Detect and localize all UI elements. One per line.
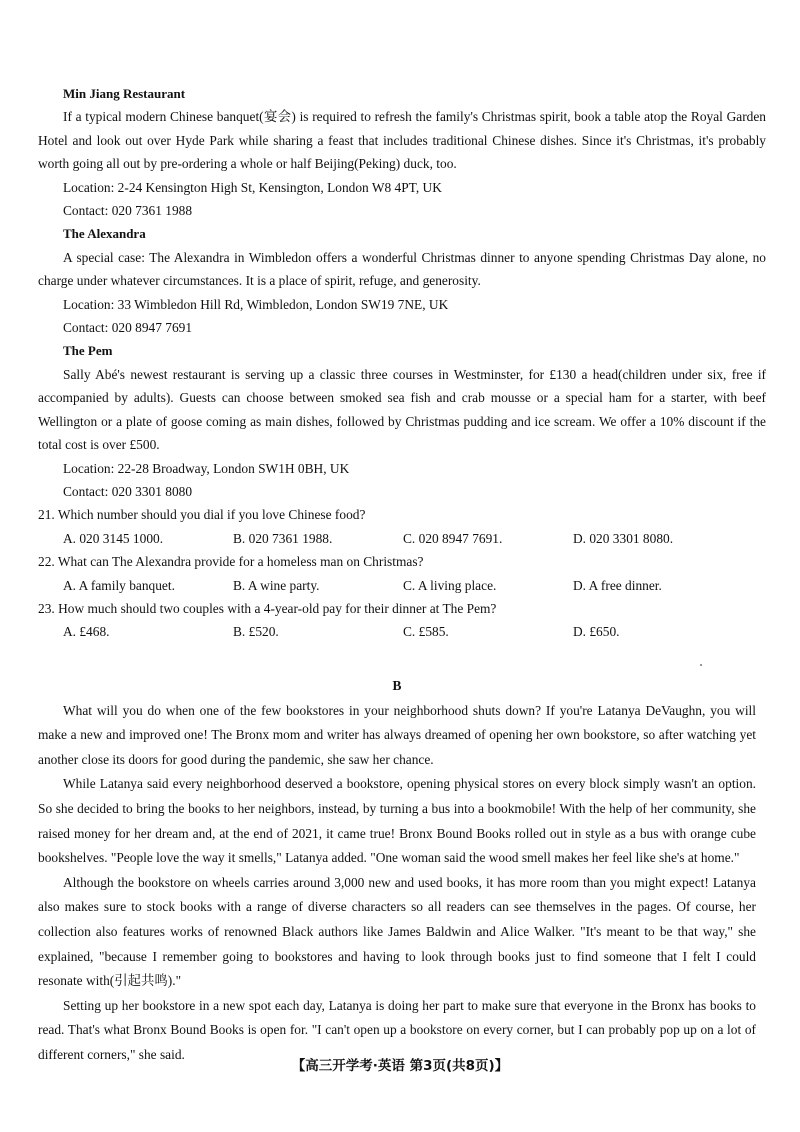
- restaurant-desc-pem: Sally Abé's newest restaurant is serving up a classic three courses in Westminster, for £130 a head(children under six, free if accompanied by adults). Guests can choose between smoked sea fish and crab mousse or a special ham for a starter, with beef Wellington or a plate of goose coming as main dishes, followed by Christmas pudding and ice scream. We offer a 10% discount if the total cost is over £500.: [38, 366, 766, 453]
- restaurant-contact-pem: Contact: 020 3301 8080: [63, 483, 193, 499]
- option-a: A. £468.: [63, 624, 110, 640]
- question-21-options: [38, 527, 766, 550]
- page-footer: 【高三开学考·英语 第3页(共8页)】: [291, 1058, 509, 1074]
- restaurant-location-pem: Location: 22-28 Broadway, London SW1H 0BH, UK: [63, 460, 350, 476]
- option-d: D. 020 3301 8080.: [573, 530, 674, 546]
- option-c: C. A living place.: [403, 577, 497, 593]
- passage-paragraph-3: Although the bookstore on wheels carries around 3,000 new and used books, it has more room than you might expect! Latanya also makes sure to stock books with a range of diverse characters so all readers can see themselves in the pages. Of course, her collection also features works of renowned Black authors like James Baldwin and Alice Walker. "It's meant to be that way," she explained, "because I remember going to bookstores and having to look through books just to find someone that I felt I could resonate with(引起共鸣).": [38, 874, 756, 989]
- passage-paragraph-1: What will you do when one of the few bookstores in your neighborhood shuts down? If you're Latanya DeVaughn, you will make a new and improved one! The Bronx mom and writer has always dreamed of opening her own bookstore, so after watching yet another close its doors for good during the pandemic, she saw her chance.: [38, 702, 756, 767]
- question-22-options: [38, 574, 766, 597]
- passage-paragraph-4: Setting up her bookstore in a new spot each day, Latanya is doing her part to make sure that everyone in the Bronx has books to read. That's what Bronx Bound Books is open for. "I can't open up a bookstore on every corner, but I can probably pop up on a lot of different corners," she said.: [38, 997, 756, 1062]
- part-a: [38, 82, 766, 644]
- restaurant-location-min-jiang: Location: 2-24 Kensington High St, Kensington, London W8 4PT, UK: [63, 179, 442, 195]
- option-a: A. A family banquet.: [63, 577, 175, 593]
- option-a: A. 020 3145 1000.: [63, 530, 164, 546]
- restaurant-name-alexandra: The Alexandra: [63, 226, 146, 242]
- option-b: B. £520.: [233, 624, 279, 640]
- option-b: B. 020 7361 1988.: [233, 530, 333, 546]
- option-c: C. 020 8947 7691.: [403, 530, 503, 546]
- option-d: D. A free dinner.: [573, 577, 662, 593]
- restaurant-contact-alexandra: Contact: 020 8947 7691: [63, 320, 193, 336]
- restaurant-name-pem: The Pem: [63, 343, 113, 359]
- question-22: 22. What can The Alexandra provide for a homeless man on Christmas?: [38, 554, 424, 570]
- option-b: B. A wine party.: [233, 577, 320, 593]
- question-23-options: [38, 620, 766, 643]
- part-b: [38, 674, 756, 1068]
- question-23: 23. How much should two couples with a 4-year-old pay for their dinner at The Pem?: [38, 600, 497, 616]
- question-21: 21. Which number should you dial if you love Chinese food?: [38, 507, 366, 523]
- restaurant-name-min-jiang: Min Jiang Restaurant: [63, 86, 186, 101]
- option-c: C. £585.: [403, 624, 449, 640]
- passage-paragraph-2: While Latanya said every neighborhood deserved a bookstore, opening physical stores on every block simply wasn't an option. So she decided to bring the books to her neighbors, instead, by turning a bus into a bookmobile! With the help of her community, she raised money for her dream and, at the end of 2021, it came true! Bronx Bound Books rolled out in style as a bus with orange cube bookshelves. "People love the way it smells," Latanya added. "One woman said the wood smell makes her feel like she's at home.": [38, 776, 756, 866]
- stray-mark: [700, 664, 702, 666]
- section-heading-b: B: [392, 678, 402, 693]
- restaurant-location-alexandra: Location: 33 Wimbledon Hill Rd, Wimbledon, London SW19 7NE, UK: [63, 296, 449, 312]
- option-d: D. £650.: [573, 624, 620, 640]
- restaurant-desc-alexandra: A special case: The Alexandra in Wimbledon offers a wonderful Christmas dinner to anyone spending Christmas Day alone, no charge under whatever circumstances. It is a place of spirit, refuge, and generosity.: [38, 249, 766, 289]
- restaurant-contact-min-jiang: Contact: 020 7361 1988: [63, 203, 193, 219]
- restaurant-desc-min-jiang: If a typical modern Chinese banquet(宴会) is required to refresh the family's Christmas spirit, book a table atop the Royal Garden Hotel and look out over Hyde Park while sharing a feast that includes traditional Chinese dishes. Since it's Christmas, it's probably worth going all out by pre-ordering a whole or half Beijing(Peking) duck, too.: [38, 109, 766, 172]
